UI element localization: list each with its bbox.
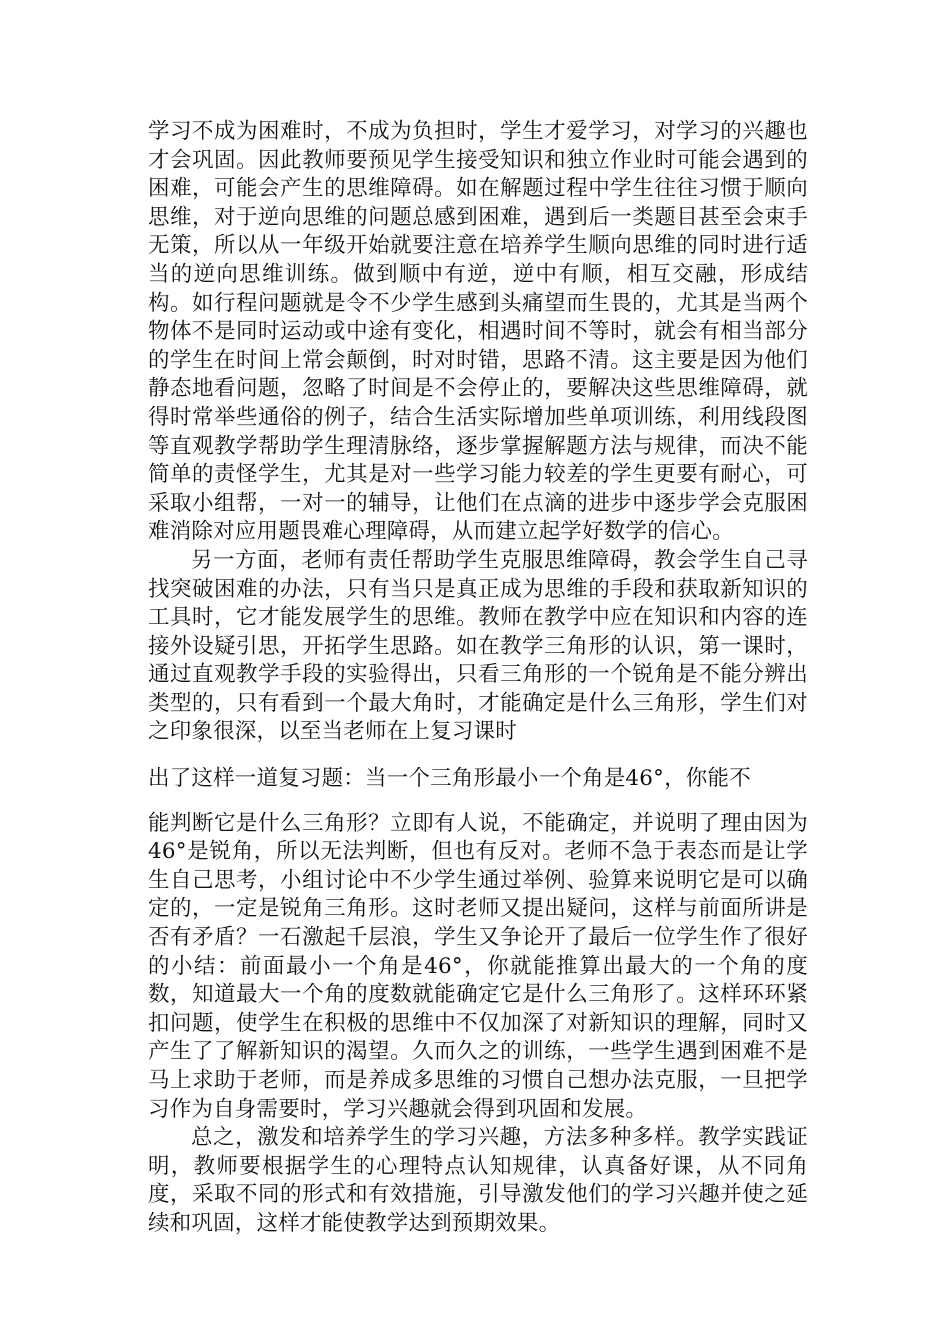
paragraph-overcoming-barriers: 另一方面，老师有责任帮助学生克服思维障碍，教会学生自己寻找突破困难的办法，只有当只是真正成为思维的手段和获取新知识的工具时，它才能发展学生的思维。教师在教学中应在知识和内容的连接外设疑引思，开拓学生思路。如在教学三角形的认识，第一课时，通过直观教学手段的实验得出，只看三角形的一个锐角是不能分辨出类型的，只有看到一个最大角时，才能确定是什么三角形，学生们对之印象很深，以至当老师在上复习课时 <box>148 547 808 745</box>
paragraph-student-discussion: 能判断它是什么三角形？立即有人说，不能确定，并说明了理由因为46°是锐角，所以无法判断，但也有反对。老师不急于表态而是让学生自己思考，小组讨论中不少学生通过举例、验算来说明它是可以确定的，一定是锐角三角形。这时老师又提出疑问，这样与前面所讲是否有矛盾？一石激起千层浪，学生又争论开了最后一位学生作了很好的小结：前面最小一个角是46°，你就能推算出最大的一个角的度数，知道最大一个角的度数就能确定它是什么三角形了。这样环环紧扣问题，使学生在积极的思维中不仅加深了对新知识的理解，同时又产生了了解新知识的渴望。久而久之的训练，一些学生遇到困难不是马上求助于老师，而是养成多思维的习惯自己想办法克服，一旦把学习作为自身需要时，学习兴趣就会得到巩固和发展。 <box>148 810 808 1122</box>
paragraph-conclusion: 总之，激发和培养学生的学习兴趣，方法多种多样。教学实践证明，教师要根据学生的心理特点认知规律，认真备好课，从不同角度，采取不同的形式和有效措施，引导激发他们的学习兴趣并使之延续和巩固，这样才能使教学达到预期效果。 <box>148 1125 808 1236</box>
paragraph-review-question: 出了这样一道复习题：当一个三角形最小一个角是46°，你能不 <box>148 766 751 792</box>
paragraph-learning-difficulty: 学习不成为困难时，不成为负担时，学生才爱学习，对学习的兴趣也才会巩固。因此教师要预见学生接受知识和独立作业时可能会遇到的困难，可能会产生的思维障碍。如在解题过程中学生往往习惯于顺向思维，对于逆向思维的问题总感到困难，遇到后一类题目甚至会束手无策，所以从一年级开始就要注意在培养学生顺向思维的同时进行适当的逆向思维训练。做到顺中有逆，逆中有顺，相互交融，形成结构。如行程问题就是令不少学生感到头痛望而生畏的，尤其是当两个物体不是同时运动或中途有变化，相遇时间不等时，就会有相当部分的学生在时间上常会颠倒，时对时错，思路不清。这主要是因为他们静态地看问题，忽略了时间是不会停止的，要解决这些思维障碍，就得时常举些通俗的例子，结合生活实际增加些单项训练，利用线段图等直观教学帮助学生理清脉络，逐步掌握解题方法与规律，而决不能简单的责怪学生，尤其是对一些学习能力较差的学生更要有耐心，可采取小组帮，一对一的辅导，让他们在点滴的进步中逐步学会克服困难消除对应用题畏难心理障碍，从而建立起学好数学的信心。 <box>148 119 808 545</box>
document-page <box>148 118 808 1239</box>
